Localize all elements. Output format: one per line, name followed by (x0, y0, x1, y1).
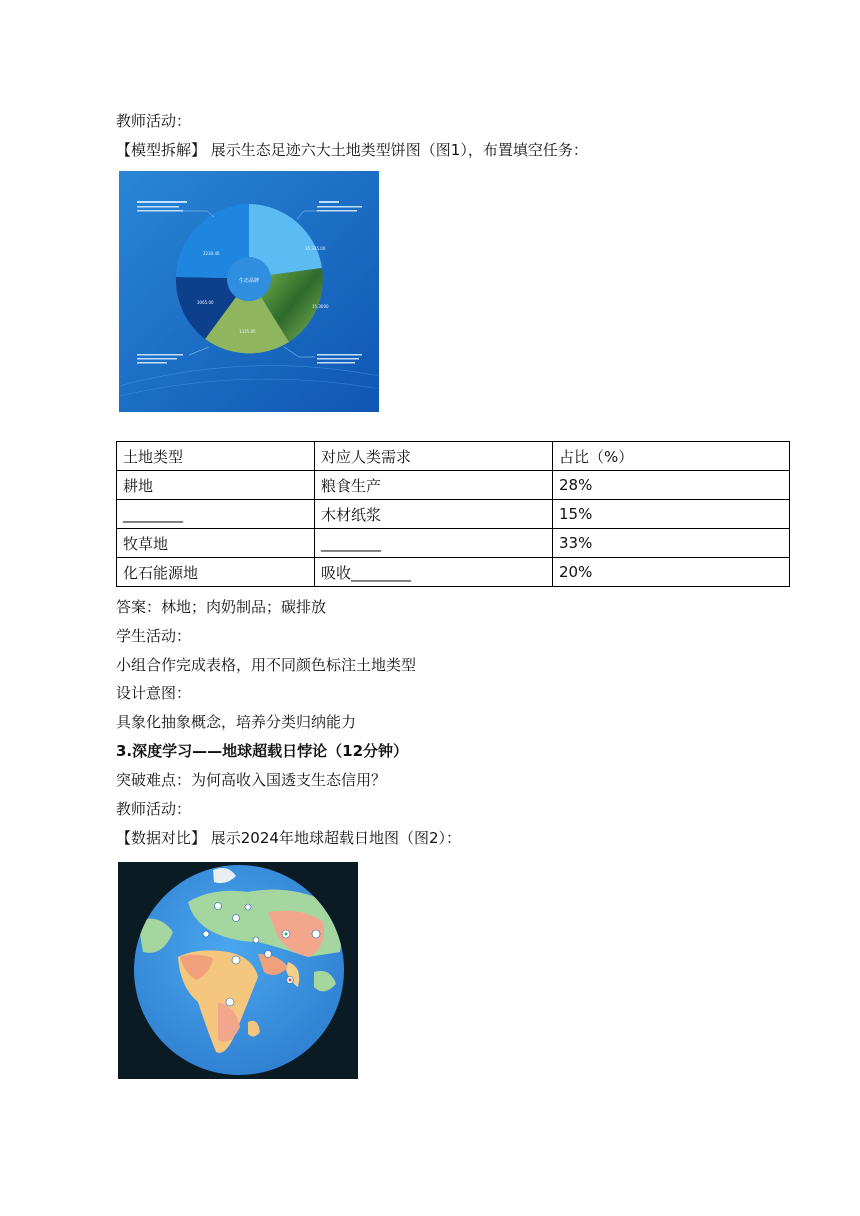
svg-text:1335.00: 1335.00 (239, 329, 256, 334)
pie-center-label: 生态品牌 (238, 278, 260, 284)
table-cell: 28% (553, 471, 790, 500)
table-row (117, 558, 790, 587)
table-header-cell: 对应人类需求 (315, 442, 553, 471)
svg-text:3065.00: 3065.00 (197, 300, 214, 305)
section-3-heading: 3.深度学习——地球超载日悖论（12分钟） (116, 742, 409, 760)
table-cell: ________ (117, 500, 315, 529)
table-cell: 牧草地 (117, 529, 315, 558)
teacher-activity-label: 教师活动： (116, 112, 192, 130)
table-cell: 33% (553, 529, 790, 558)
student-activity-text: 小组合作完成表格，用不同颜色标注土地类型 (116, 656, 417, 674)
data-comparison-line: 【数据对比】 展示2024年地球超载日地图（图2）： (116, 829, 461, 847)
table-cell: 化石能源地 (117, 558, 315, 587)
answer-line: 答案：林地；肉奶制品；碳排放 (116, 598, 327, 616)
svg-text:35,335.00: 35,335.00 (305, 246, 326, 251)
svg-text:15,3000: 15,3000 (312, 304, 329, 309)
table-row (117, 471, 790, 500)
table-header-row (117, 442, 790, 471)
table-cell: ________ (315, 529, 553, 558)
table-cell: 吸收________ (315, 558, 553, 587)
land-type-table (116, 441, 790, 587)
table-cell: 耕地 (117, 471, 315, 500)
breakthrough-line: 突破难点：为何高收入国透支生态信用？ (116, 771, 387, 789)
model-breakdown-line: 【模型拆解】 展示生态足迹六大土地类型饼图（图1），布置填空任务： (116, 141, 588, 159)
design-intent-text: 具象化抽象概念，培养分类归纳能力 (116, 713, 357, 731)
table-cell: 15% (553, 500, 790, 529)
table-cell: 木材纸浆 (315, 500, 553, 529)
teacher-activity-label-2: 教师活动： (116, 800, 192, 818)
table-header-cell: 占比（%） (553, 442, 790, 471)
ecological-footprint-pie-image (119, 171, 379, 412)
svg-text:2230.46: 2230.46 (203, 251, 220, 256)
table-row (117, 529, 790, 558)
earth-overshoot-globe-image (118, 862, 358, 1079)
table-header-cell: 土地类型 (117, 442, 315, 471)
table-row (117, 500, 790, 529)
student-activity-label: 学生活动： (116, 627, 192, 645)
table-cell: 20% (553, 558, 790, 587)
design-intent-label: 设计意图： (116, 684, 192, 702)
table-cell: 粮食生产 (315, 471, 553, 500)
